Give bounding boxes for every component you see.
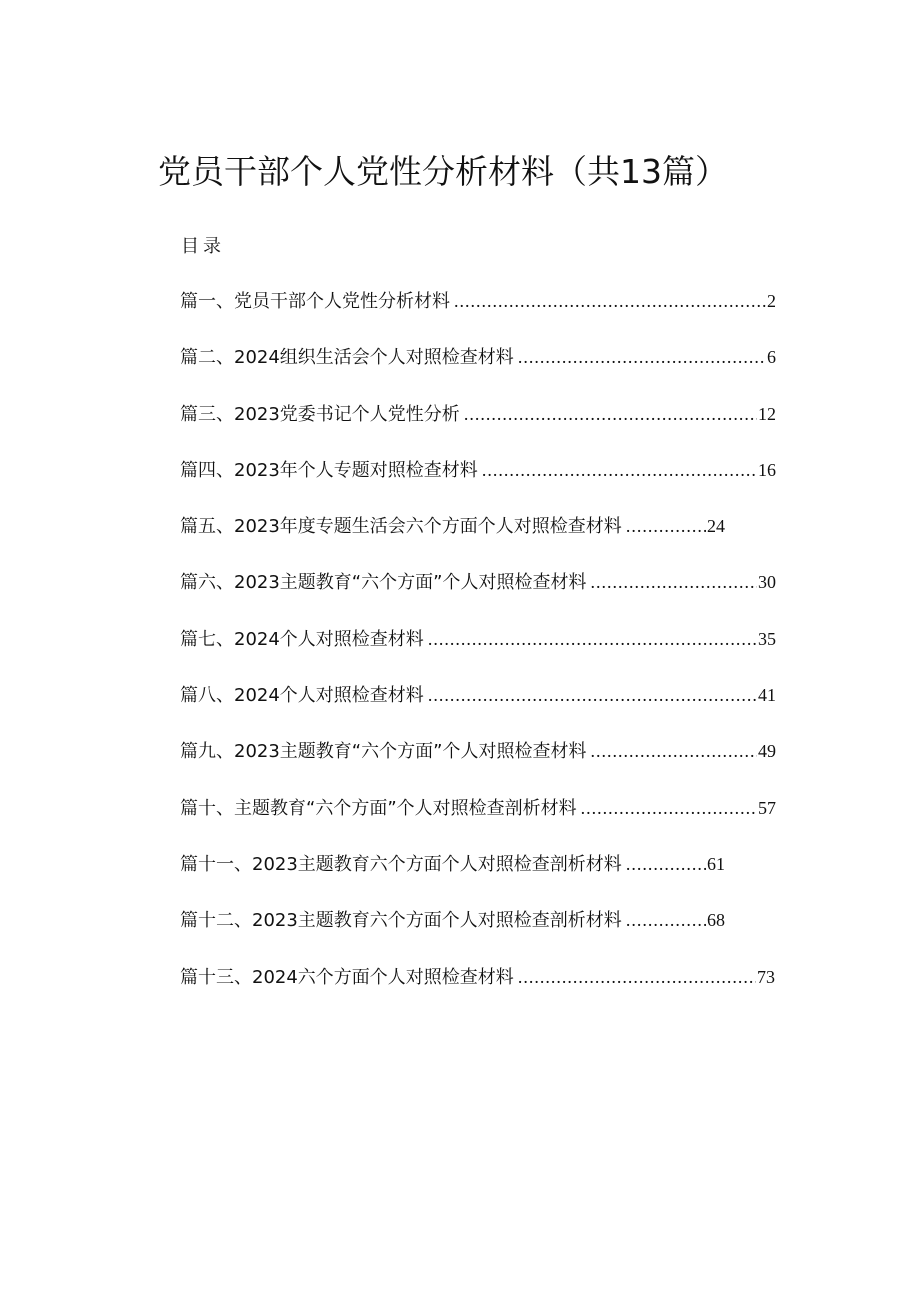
toc-entry-label <box>180 903 622 939</box>
toc-entry-title: 党员干部个人党性分析材料 <box>234 291 450 312</box>
toc-page-number: 16 <box>758 459 776 480</box>
toc-dot-leader <box>622 846 706 882</box>
toc-entry-label <box>180 340 514 376</box>
toc-entry-title: 2023主题教育六个方面个人对照检查剖析材料 <box>252 910 622 932</box>
toc-dot-leader <box>514 959 756 995</box>
toc-entry-title: 2024组织生活会个人对照检查材料 <box>234 347 514 369</box>
toc-entry[interactable] <box>180 283 776 339</box>
toc-heading: 目录 <box>181 236 225 257</box>
toc-entry-prefix: 篇十、 <box>180 797 234 819</box>
toc-page-number: 12 <box>758 403 776 424</box>
toc-entry-title: 2024个人对照检查材料 <box>234 628 424 650</box>
toc-entry-label <box>180 453 478 489</box>
toc-entry[interactable] <box>180 396 776 452</box>
toc-entry-label <box>180 284 450 320</box>
toc-page-number: 6 <box>767 347 776 368</box>
toc-entry[interactable] <box>180 339 776 395</box>
toc-entry-label <box>180 509 622 545</box>
table-of-contents <box>180 283 780 1015</box>
toc-entry-label <box>180 791 577 827</box>
toc-page-number: 41 <box>758 685 776 706</box>
toc-page-number: 61 <box>707 853 725 874</box>
toc-entry-title: 2023年个人专题对照检查材料 <box>234 459 478 481</box>
toc-dot-leader <box>622 902 706 938</box>
toc-entry[interactable] <box>180 959 775 1015</box>
toc-entry-prefix: 篇八、 <box>180 685 234 707</box>
toc-page-number: 2 <box>767 291 776 311</box>
toc-entry-title: 2023年度专题生活会六个方面个人对照检查材料 <box>234 516 622 538</box>
toc-entry-title: 主题教育“六个方面”个人对照检查剖析材料 <box>234 797 577 819</box>
toc-entry-title: 2024个人对照检查材料 <box>234 685 424 707</box>
toc-entry[interactable] <box>180 790 776 846</box>
toc-page-number: 30 <box>758 572 776 593</box>
toc-page-number: 49 <box>758 741 776 762</box>
toc-dot-leader <box>478 452 757 488</box>
toc-entry[interactable] <box>180 846 725 902</box>
toc-entry-prefix: 篇五、 <box>180 516 234 538</box>
toc-entry-title: 2023主题教育六个方面个人对照检查剖析材料 <box>252 853 622 875</box>
toc-dot-leader <box>622 508 706 544</box>
toc-entry-title: 2023党委书记个人党性分析 <box>234 403 460 425</box>
toc-entry[interactable] <box>180 733 776 789</box>
toc-dot-leader <box>424 677 757 713</box>
toc-dot-leader <box>424 621 757 657</box>
toc-dot-leader <box>514 339 766 375</box>
toc-entry-label <box>180 734 586 770</box>
toc-entry-prefix: 篇十三、 <box>180 966 252 988</box>
toc-entry-prefix: 篇二、 <box>180 347 234 369</box>
toc-entry-prefix: 篇十二、 <box>180 910 252 932</box>
toc-entry-label <box>180 622 424 658</box>
toc-entry-prefix: 篇一、 <box>180 291 234 312</box>
document-title: 党员干部个人党性分析材料（共13篇） <box>158 152 728 191</box>
toc-dot-leader <box>577 790 757 826</box>
toc-entry[interactable] <box>180 452 776 508</box>
toc-dot-leader <box>586 564 757 600</box>
toc-entry-label <box>180 397 460 433</box>
toc-entry-prefix: 篇九、 <box>180 741 234 763</box>
toc-entry-label <box>180 960 514 996</box>
toc-entry-prefix: 篇四、 <box>180 459 234 481</box>
toc-entry[interactable] <box>180 677 776 733</box>
toc-page-number: 57 <box>758 797 776 818</box>
toc-entry-prefix: 篇十一、 <box>180 853 252 875</box>
toc-entry-title: 2023主题教育“六个方面”个人对照检查材料 <box>234 572 587 594</box>
toc-dot-leader <box>450 283 766 319</box>
toc-entry[interactable] <box>180 902 725 958</box>
toc-entry[interactable] <box>180 564 776 620</box>
toc-dot-leader <box>460 396 757 432</box>
toc-page-number: 24 <box>707 516 725 537</box>
toc-page-number: 73 <box>757 966 775 987</box>
toc-entry-label <box>180 565 586 601</box>
toc-entry-prefix: 篇七、 <box>180 628 234 650</box>
toc-entry-prefix: 篇六、 <box>180 572 234 594</box>
toc-entry-title: 2023主题教育“六个方面”个人对照检查材料 <box>234 741 587 763</box>
toc-entry-title: 2024六个方面个人对照检查材料 <box>252 966 514 988</box>
toc-entry[interactable] <box>180 621 776 677</box>
toc-entry-label <box>180 678 424 714</box>
toc-dot-leader <box>586 733 757 769</box>
toc-page-number: 35 <box>758 628 776 649</box>
toc-entry-prefix: 篇三、 <box>180 403 234 425</box>
toc-entry-label <box>180 847 622 883</box>
toc-page-number: 68 <box>707 910 725 931</box>
toc-entry[interactable] <box>180 508 725 564</box>
